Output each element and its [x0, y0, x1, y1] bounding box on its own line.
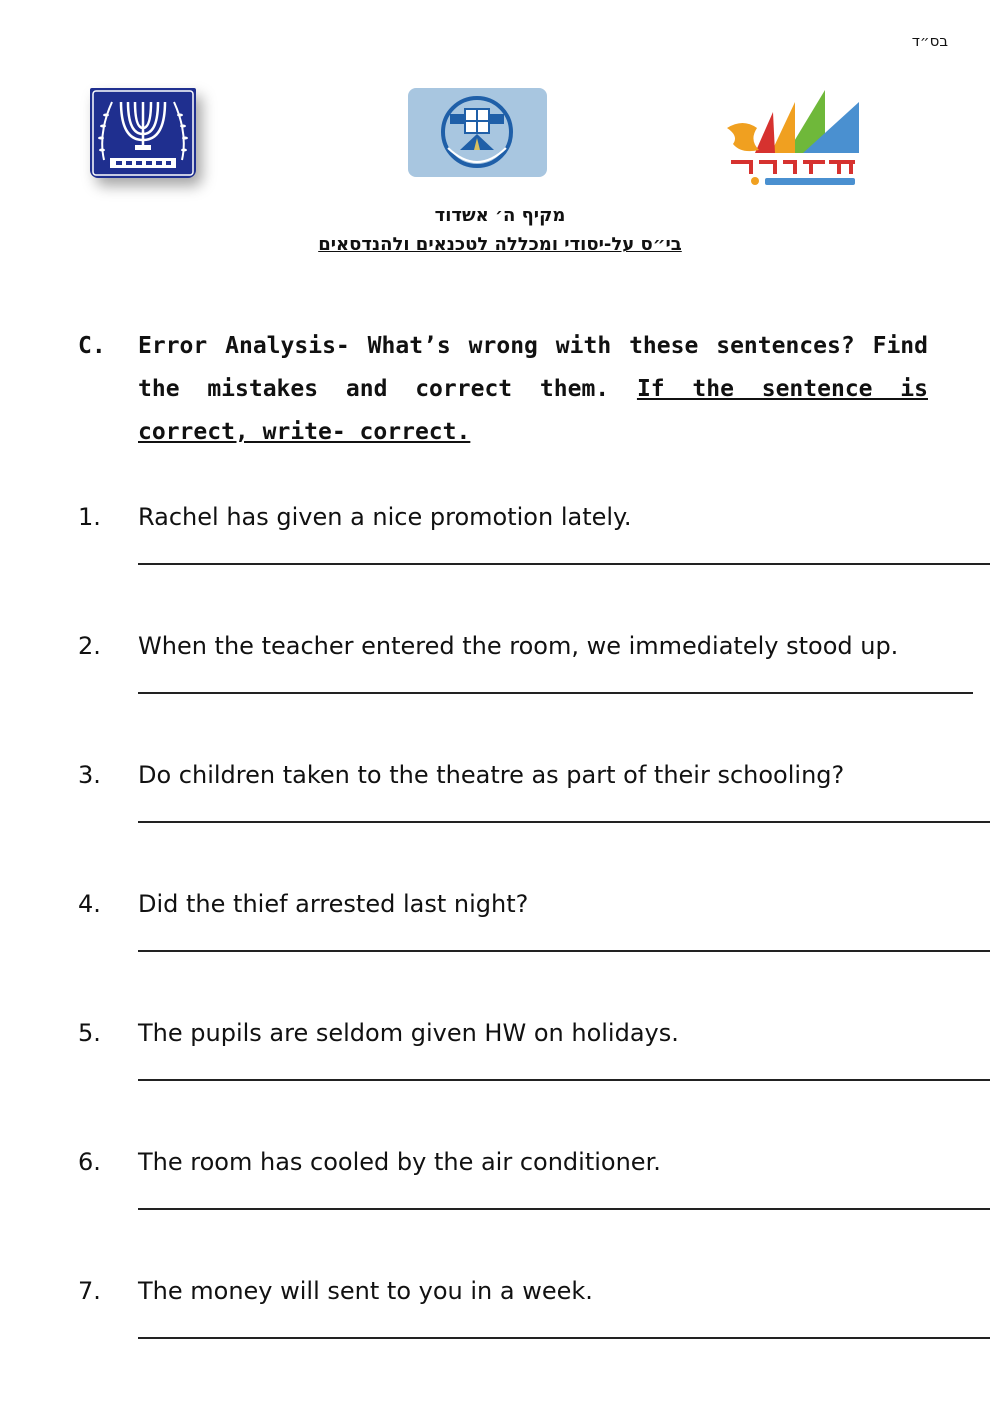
instruction-emphasis: If the sentence is correct, write- correct. — [138, 376, 928, 445]
answer-line[interactable] — [138, 1337, 990, 1339]
question-sentence: Do children taken to the theatre as part of their schooling? — [138, 761, 845, 789]
answer-line[interactable] — [138, 563, 990, 565]
question-number: 1. — [78, 503, 101, 531]
question-number: 3. — [78, 761, 101, 789]
instruction-text: Error Analysis- What’s wrong with these sentences? Find the mistakes and correct them. — [138, 333, 928, 402]
question-number: 7. — [78, 1277, 101, 1305]
question-sentence: Rachel has given a nice promotion lately. — [138, 503, 632, 531]
section-letter: C. — [78, 333, 106, 359]
ashdod-logo-icon — [725, 88, 863, 188]
section-instructions — [78, 325, 928, 454]
question-sentence: The pupils are seldom given HW on holidays. — [138, 1019, 679, 1047]
question-sentence: The room has cooled by the air conditioner. — [138, 1148, 661, 1176]
question-sentence: The money will sent to you in a week. — [138, 1277, 593, 1305]
answer-line[interactable] — [138, 692, 973, 694]
answer-line[interactable] — [138, 1208, 990, 1210]
top-mark: בס״ד — [911, 32, 948, 50]
question-number: 6. — [78, 1148, 101, 1176]
school-logo-icon — [408, 88, 547, 177]
question-number: 2. — [78, 632, 101, 660]
answer-line[interactable] — [138, 1079, 990, 1081]
state-emblem-icon — [90, 88, 196, 178]
school-name: מקיף ה׳ אשדוד — [434, 205, 566, 226]
answer-line[interactable] — [138, 821, 990, 823]
school-subtitle: בי״ס על-יסודי ומכללה לטכנאים ולהנדסאים — [318, 234, 682, 255]
question-sentence: When the teacher entered the room, we immediately stood up. — [138, 632, 899, 660]
answer-line[interactable] — [138, 950, 990, 952]
question-sentence: Did the thief arrested last night? — [138, 890, 529, 918]
question-number: 5. — [78, 1019, 101, 1047]
question-number: 4. — [78, 890, 101, 918]
